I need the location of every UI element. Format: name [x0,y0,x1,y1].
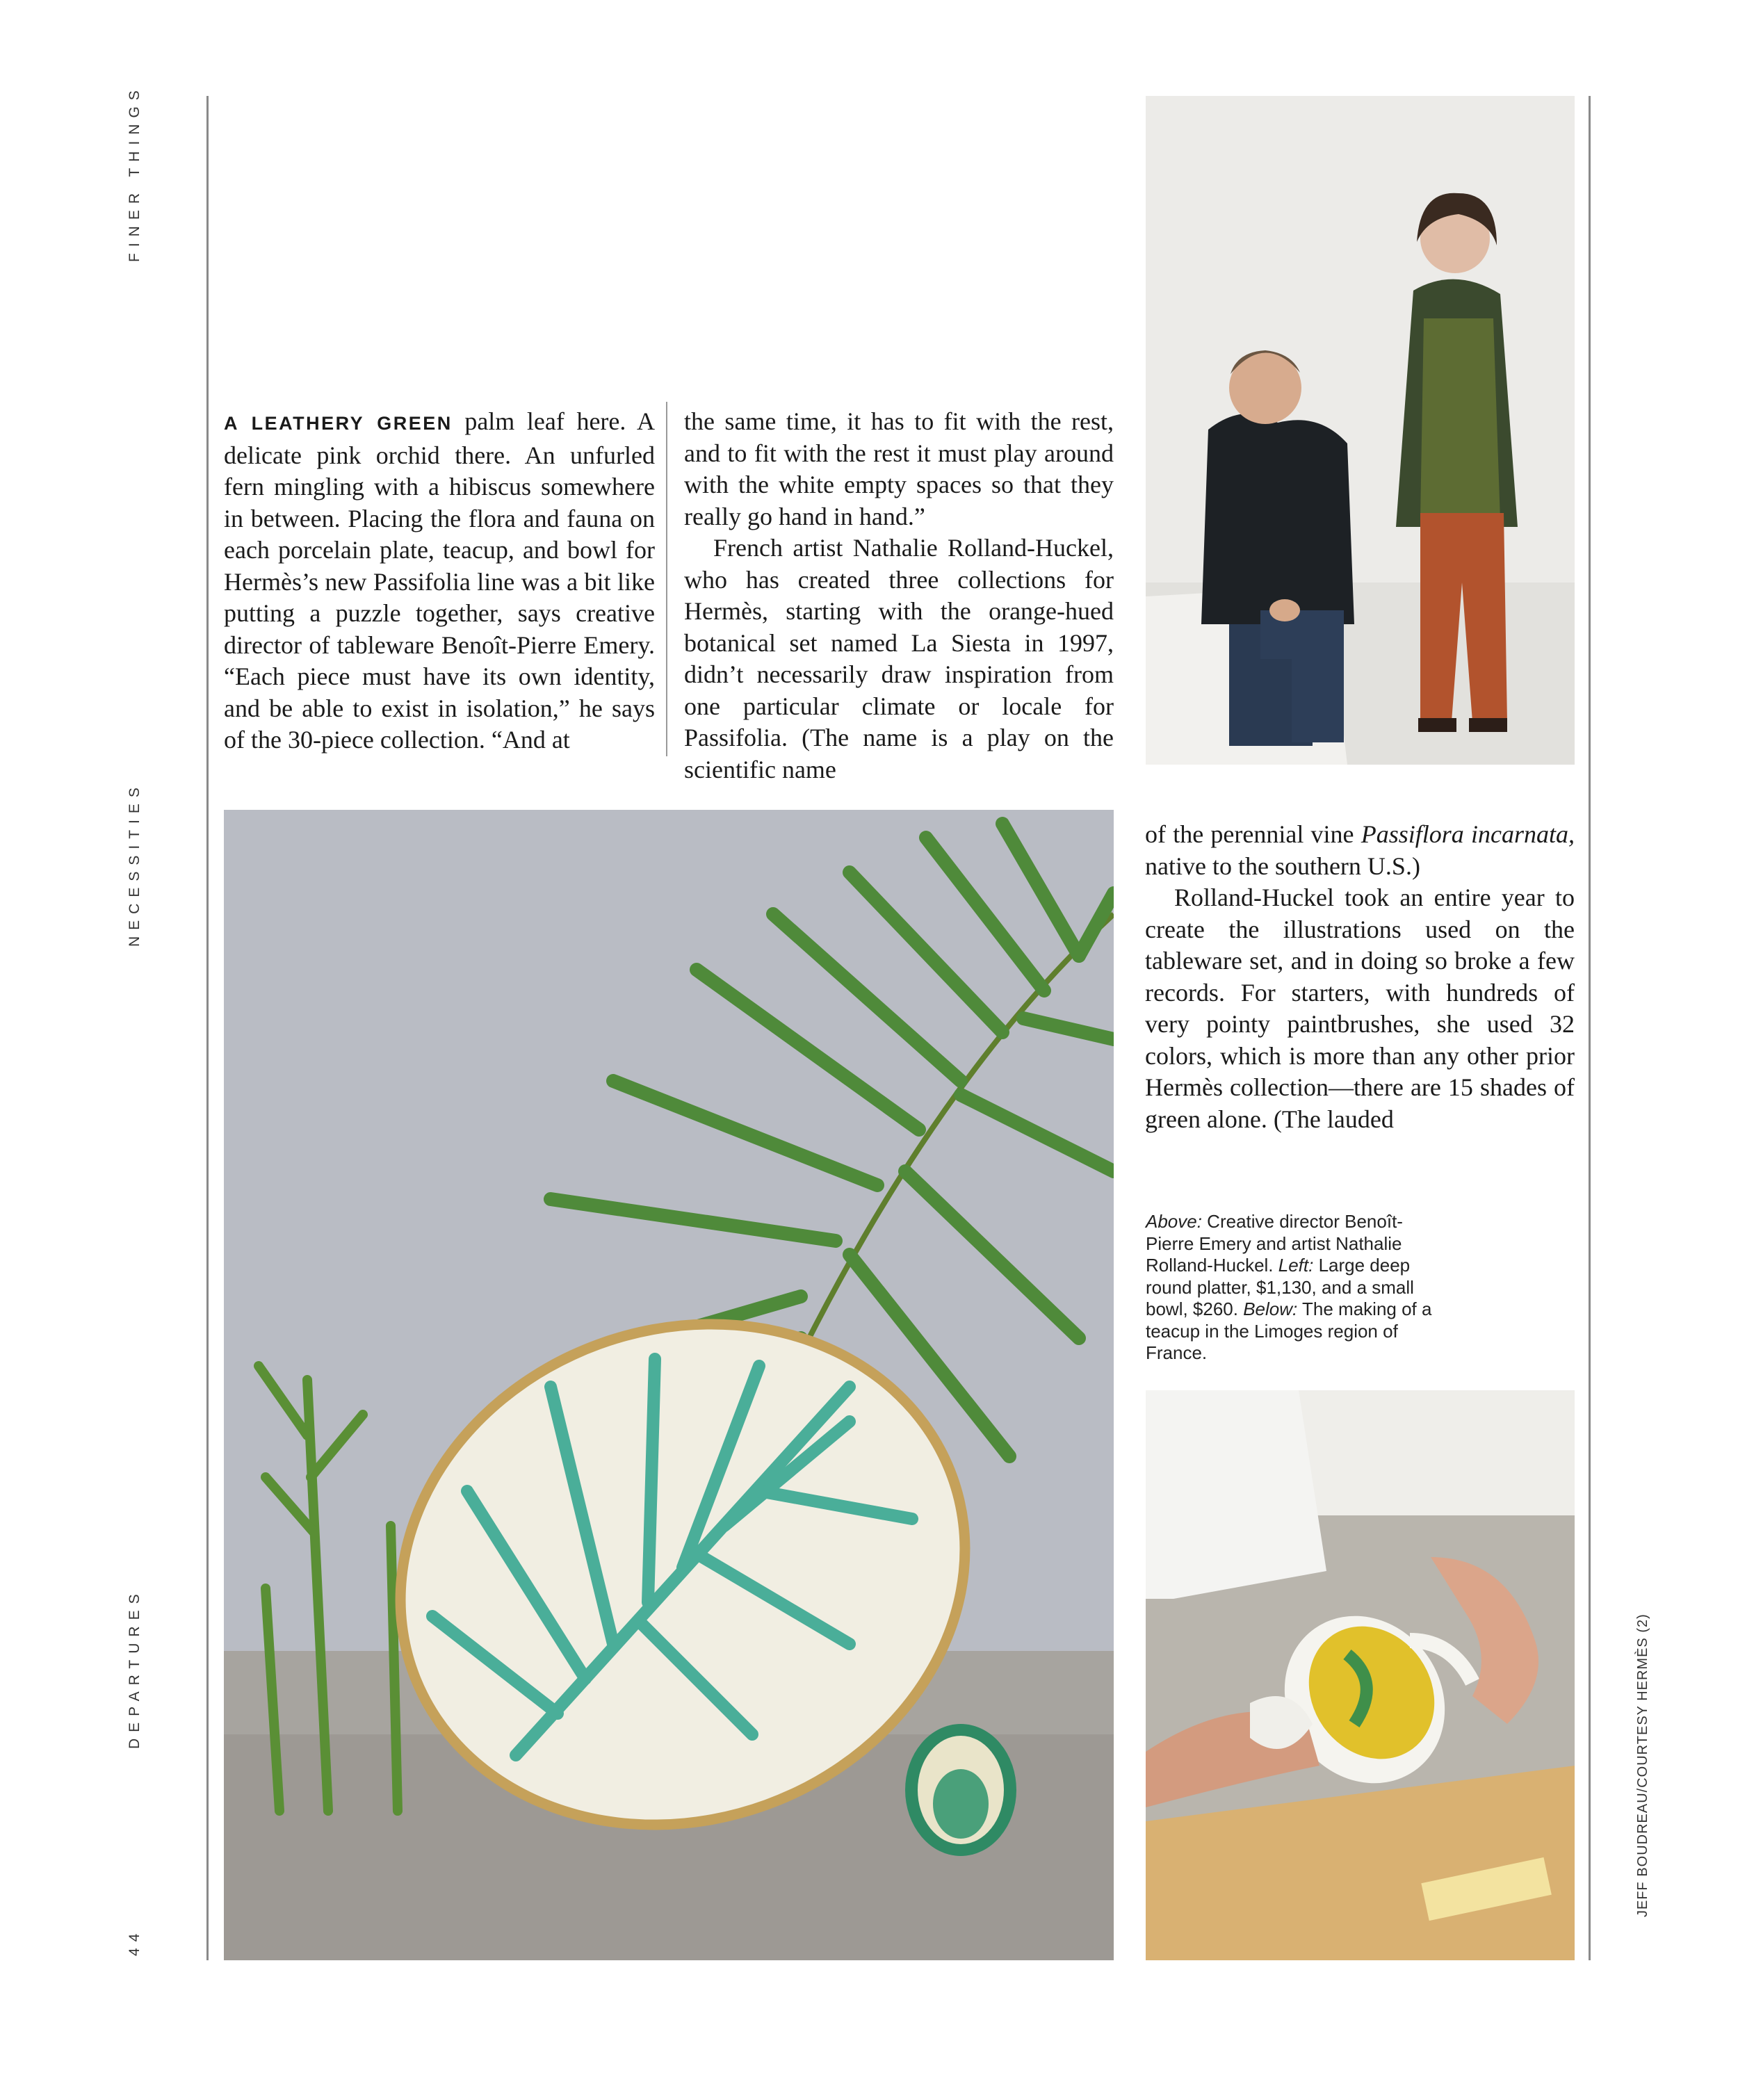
article-column-2 [684,406,1114,786]
page-number: 44 [127,1927,143,1956]
column-2-paragraph-2: French artist Nathalie Rolland-Huckel, who has created three collections for Hermès, starting with the orange-hued botanical set named La Siesta in 1997, didn’t necessarily draw inspiration from one particular climate or locale for Passifolia. (The name is a play on the scientific name [684,534,1114,783]
portrait-illustration [1146,96,1575,765]
photo-caption: Above: Creative director Benoît-Pierre Emery and artist Nathalie Rolland-Huckel. Left: Large deep round platter, $1,130, and a small bowl, $260. Below: The making of a teacup in the Limoges region of France. [1146,1211,1432,1363]
column-2-paragraph-1: the same time, it has to fit with the rest, and to fit with the rest it must play around with the white empty spaces so that they really go hand in hand.” [684,407,1114,530]
teacup-illustration [1146,1390,1575,1960]
lead-in: A LEATHERY GREEN [224,413,453,434]
right-margin-rule [1589,96,1591,1960]
caption-below-label: Below: [1243,1299,1298,1319]
left-margin-rule [206,96,209,1960]
column-divider [666,402,667,756]
article-column-3 [1145,819,1575,1135]
column-3-paragraph-2: Rolland-Huckel took an entire year to create the illustrations used on the tableware set, and in doing so broke a few records. For starters, with hundreds of very pointy paintbrushes, she used 32 colors, which is more than any other prior Hermès collection—there are 15 shades of green alone. (The lauded [1145,884,1575,1133]
running-head-section: FINER THINGS [127,84,143,262]
running-head-magazine: DEPARTURES [127,1588,143,1749]
platter-illustration [224,810,1114,1960]
article-column-1 [224,406,655,756]
running-head-department: NECESSITIES [127,781,143,947]
caption-left-label: Left: [1278,1255,1314,1276]
column-1-text: palm leaf here. A delicate pink orchid there. An unfurled fern mingling with a hibiscus somewhere in between. Placing the flora and fauna on each porcelain plate, teacup, and bowl for Hermès’s new Passifolia line was a bit like putting a puzzle together, says creative director of tableware Benoît-Pierre Emery. “Each piece must have its own identity, and be able to exist in isolation,” he says of the 30-piece collection. “And at [224,407,656,754]
column-3-paragraph-1: of the perennial vine Passiflora incarnata, native to the southern U.S.) [1145,820,1575,880]
portrait-photo [1146,96,1575,765]
platter-photo [224,810,1114,1960]
photo-credit: JEFF BOUDREAU/COURTESY HERMÈS (2) [1635,1613,1650,1917]
species-name: Passiflora incarnata, [1361,820,1575,848]
caption-above-label: Above: [1146,1211,1202,1232]
teacup-making-photo [1146,1390,1575,1960]
